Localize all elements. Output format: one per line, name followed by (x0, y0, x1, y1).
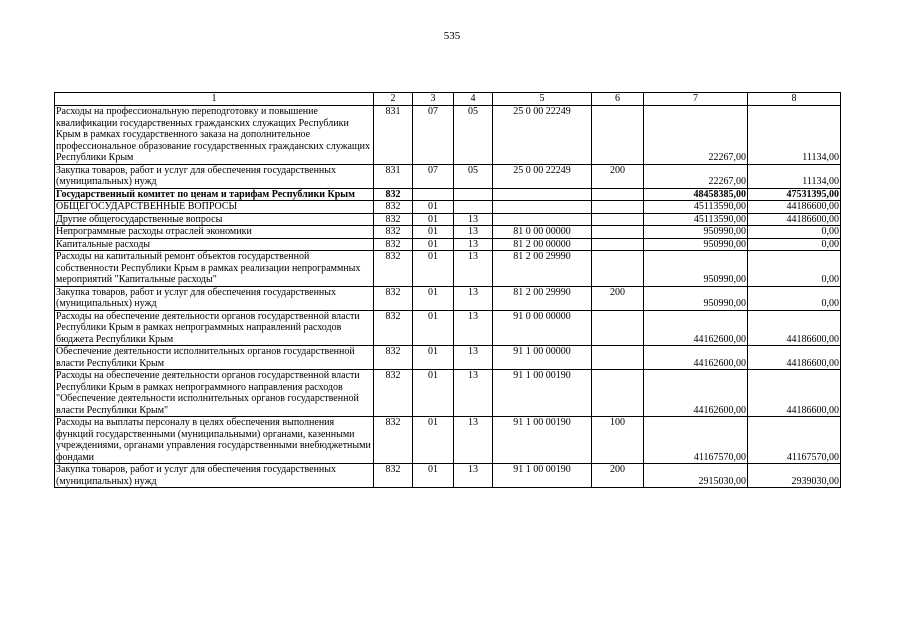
admin-code-cell: 832 (374, 213, 413, 226)
table-row (55, 188, 841, 201)
target-article-cell: 81 2 00 29990 (493, 286, 592, 310)
expense-type-cell (592, 370, 644, 417)
target-article-cell: 81 0 00 00000 (493, 226, 592, 239)
target-article-cell: 25 0 00 22249 (493, 164, 592, 188)
header-row (55, 93, 841, 106)
column-header: 1 (55, 93, 374, 106)
section-cell: 01 (413, 346, 454, 370)
admin-code-cell: 832 (374, 417, 413, 464)
admin-code-cell: 831 (374, 164, 413, 188)
amount-year2-cell: 41167570,00 (748, 417, 841, 464)
section-cell: 01 (413, 370, 454, 417)
admin-code-cell: 832 (374, 201, 413, 214)
amount-year1-cell: 44162600,00 (644, 310, 748, 346)
admin-code-cell: 832 (374, 286, 413, 310)
amount-year1-cell: 45113590,00 (644, 201, 748, 214)
column-header: 5 (493, 93, 592, 106)
page-number: 535 (443, 30, 461, 42)
target-article-cell: 91 0 00 00000 (493, 310, 592, 346)
target-article-cell (493, 213, 592, 226)
amount-year2-cell: 11134,00 (748, 164, 841, 188)
amount-year2-cell: 44186600,00 (748, 201, 841, 214)
section-cell: 01 (413, 213, 454, 226)
amount-year2-cell: 0,00 (748, 286, 841, 310)
target-article-cell: 91 1 00 00190 (493, 370, 592, 417)
table-row (55, 346, 841, 370)
amount-year1-cell: 48458385,00 (644, 188, 748, 201)
admin-code-cell: 832 (374, 226, 413, 239)
amount-year2-cell: 44186600,00 (748, 310, 841, 346)
column-header: 8 (748, 93, 841, 106)
section-cell: 01 (413, 417, 454, 464)
amount-year1-cell: 950990,00 (644, 238, 748, 251)
target-article-cell: 91 1 00 00190 (493, 464, 592, 488)
expense-type-cell (592, 201, 644, 214)
target-article-cell (493, 188, 592, 201)
amount-year2-cell: 0,00 (748, 238, 841, 251)
section-cell: 01 (413, 226, 454, 239)
subsection-cell: 13 (454, 251, 493, 287)
expense-type-cell (592, 226, 644, 239)
row-name-cell: Непрограммные расходы отраслей экономики (55, 226, 374, 239)
column-header: 2 (374, 93, 413, 106)
row-name-cell: Обеспечение деятельности исполнительных органов государственной власти Республики Крым (55, 346, 374, 370)
row-name-cell: Расходы на выплаты персоналу в целях обеспечения выполнения функций государственными (муниципальными) органами, казенными учреждениями, органами управления государственными внебюджетными фондами (55, 417, 374, 464)
amount-year1-cell: 950990,00 (644, 226, 748, 239)
amount-year1-cell: 45113590,00 (644, 213, 748, 226)
expense-type-cell (592, 188, 644, 201)
admin-code-cell: 831 (374, 106, 413, 165)
amount-year1-cell: 2915030,00 (644, 464, 748, 488)
section-cell: 01 (413, 238, 454, 251)
amount-year1-cell: 44162600,00 (644, 370, 748, 417)
row-name-cell: Капитальные расходы (55, 238, 374, 251)
row-name-cell: Расходы на профессиональную переподготовку и повышение квалификации государственных гражданских служащих Республики Крым в рамках государственного заказа на дополнительное профессиональное образование государственных гражданских служащих Республики Крым (55, 106, 374, 165)
admin-code-cell: 832 (374, 188, 413, 201)
target-article-cell: 81 2 00 29990 (493, 251, 592, 287)
admin-code-cell: 832 (374, 310, 413, 346)
section-cell (413, 188, 454, 201)
subsection-cell: 13 (454, 226, 493, 239)
table-row (55, 464, 841, 488)
target-article-cell: 91 1 00 00000 (493, 346, 592, 370)
section-cell: 01 (413, 286, 454, 310)
column-header: 4 (454, 93, 493, 106)
row-name-cell: Государственный комитет по ценам и тарифам Республики Крым (55, 188, 374, 201)
subsection-cell (454, 188, 493, 201)
column-header: 6 (592, 93, 644, 106)
expense-type-cell: 200 (592, 464, 644, 488)
table-row (55, 106, 841, 165)
target-article-cell: 91 1 00 00190 (493, 417, 592, 464)
expense-type-cell (592, 251, 644, 287)
subsection-cell: 13 (454, 464, 493, 488)
section-cell: 01 (413, 464, 454, 488)
table-row (55, 417, 841, 464)
subsection-cell (454, 201, 493, 214)
table-row (55, 286, 841, 310)
row-name-cell: Расходы на капитальный ремонт объектов государственной собственности Республики Крым в рамках реализации непрограммных мероприятий "Капитальные расходы" (55, 251, 374, 287)
table-row (55, 226, 841, 239)
section-cell: 01 (413, 201, 454, 214)
amount-year2-cell: 47531395,00 (748, 188, 841, 201)
target-article-cell: 25 0 00 22249 (493, 106, 592, 165)
amount-year1-cell: 950990,00 (644, 251, 748, 287)
table-row (55, 201, 841, 214)
budget-table (54, 92, 841, 488)
row-name-cell: Закупка товаров, работ и услуг для обеспечения государственных (муниципальных) нужд (55, 464, 374, 488)
expense-type-cell: 100 (592, 417, 644, 464)
subsection-cell: 05 (454, 164, 493, 188)
row-name-cell: ОБЩЕГОСУДАРСТВЕННЫЕ ВОПРОСЫ (55, 201, 374, 214)
amount-year2-cell: 44186600,00 (748, 213, 841, 226)
row-name-cell: Расходы на обеспечение деятельности органов государственной власти Республики Крым в рамках непрограммного направления расходов "Обеспечение деятельности исполнительных органов государственной власти Республики Крым" (55, 370, 374, 417)
amount-year1-cell: 22267,00 (644, 164, 748, 188)
subsection-cell: 13 (454, 238, 493, 251)
subsection-cell: 13 (454, 213, 493, 226)
section-cell: 07 (413, 106, 454, 165)
row-name-cell: Расходы на обеспечение деятельности органов государственной власти Республики Крым в рамках непрограммных направлений расходов бюджета Республики Крым (55, 310, 374, 346)
expense-type-cell (592, 310, 644, 346)
table-row (55, 213, 841, 226)
amount-year1-cell: 950990,00 (644, 286, 748, 310)
target-article-cell (493, 201, 592, 214)
table-row (55, 164, 841, 188)
row-name-cell: Другие общегосударственные вопросы (55, 213, 374, 226)
amount-year2-cell: 2939030,00 (748, 464, 841, 488)
expense-type-cell (592, 238, 644, 251)
subsection-cell: 13 (454, 370, 493, 417)
amount-year2-cell: 0,00 (748, 251, 841, 287)
subsection-cell: 13 (454, 417, 493, 464)
table-row (55, 238, 841, 251)
admin-code-cell: 832 (374, 346, 413, 370)
subsection-cell: 13 (454, 286, 493, 310)
table-row (55, 310, 841, 346)
table-row (55, 370, 841, 417)
expense-type-cell (592, 346, 644, 370)
expense-type-cell (592, 106, 644, 165)
amount-year2-cell: 11134,00 (748, 106, 841, 165)
admin-code-cell: 832 (374, 370, 413, 417)
table-row (55, 251, 841, 287)
row-name-cell: Закупка товаров, работ и услуг для обеспечения государственных (муниципальных) нужд (55, 286, 374, 310)
subsection-cell: 05 (454, 106, 493, 165)
column-header: 3 (413, 93, 454, 106)
subsection-cell: 13 (454, 310, 493, 346)
admin-code-cell: 832 (374, 464, 413, 488)
section-cell: 01 (413, 251, 454, 287)
subsection-cell: 13 (454, 346, 493, 370)
row-name-cell: Закупка товаров, работ и услуг для обеспечения государственных (муниципальных) нужд (55, 164, 374, 188)
amount-year1-cell: 41167570,00 (644, 417, 748, 464)
target-article-cell: 81 2 00 00000 (493, 238, 592, 251)
amount-year2-cell: 0,00 (748, 226, 841, 239)
section-cell: 01 (413, 310, 454, 346)
admin-code-cell: 832 (374, 251, 413, 287)
expense-type-cell: 200 (592, 286, 644, 310)
column-header: 7 (644, 93, 748, 106)
expense-type-cell: 200 (592, 164, 644, 188)
admin-code-cell: 832 (374, 238, 413, 251)
expense-type-cell (592, 213, 644, 226)
amount-year1-cell: 44162600,00 (644, 346, 748, 370)
amount-year2-cell: 44186600,00 (748, 370, 841, 417)
amount-year2-cell: 44186600,00 (748, 346, 841, 370)
amount-year1-cell: 22267,00 (644, 106, 748, 165)
section-cell: 07 (413, 164, 454, 188)
